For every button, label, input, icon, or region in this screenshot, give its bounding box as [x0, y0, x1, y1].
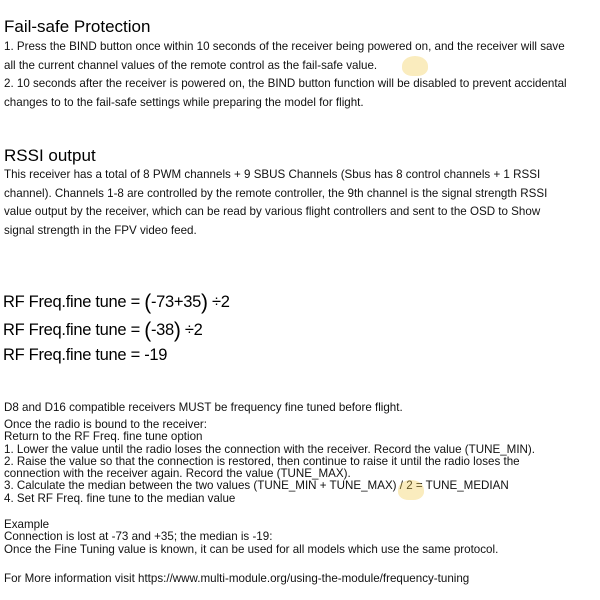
formula-paren-close: ): [173, 319, 181, 342]
failsafe-line: all the current channel values of the remote control as the fail-safe value.: [4, 58, 378, 72]
formula-label: RF Freq.fine tune: [3, 293, 127, 311]
formula-label: RF Freq.fine tune: [3, 321, 127, 339]
finetune-step: 2. Raise the value so that the connection is restored, then continue to raise it until the radio loses the: [4, 454, 520, 468]
rssi-title: RSSI output: [4, 146, 96, 165]
finetune-step: Once the radio is bound to the receiver:: [4, 418, 208, 431]
formula-operator: ÷: [211, 293, 221, 311]
formula-line-2: [3, 319, 203, 343]
formula-label: RF Freq.fine tune: [3, 346, 127, 364]
finetune-step: 1. Lower the value until the radio loses the connection with the receiver. Record the value (TUNE_MIN).: [4, 442, 536, 456]
rssi-line: channel). Channels 1-8 are controlled by the remote controller, the 9th channel is the signal strength RSSI: [4, 186, 548, 200]
finetune-step: 3. Calculate the median between the two values (TUNE_MIN + TUNE_MAX) / 2 = TUNE_MEDIAN: [4, 479, 509, 493]
formula-line-3: [3, 346, 167, 365]
more-info-text: For More information visit https://www.multi-module.org/using-the-module/frequency-tuning: [4, 572, 470, 585]
finetune-step: 4. Set RF Freq. fine tune to the median value: [4, 491, 236, 505]
formula-equals: =: [130, 321, 140, 339]
formula-operator: ÷: [184, 321, 194, 339]
formula-equals: =: [130, 346, 140, 364]
formula-expression: -73+35: [150, 293, 201, 311]
finetune-step: connection with the receiver again. Record the value (TUNE_MAX).: [4, 467, 351, 481]
rssi-line: value output by the receiver, which can be read by various flight controllers and sent to the OSD to Show: [4, 205, 541, 218]
finetune-intro: D8 and D16 compatible receivers MUST be frequency fine tuned before flight.: [4, 401, 403, 414]
example-line: Example: [4, 518, 50, 531]
formula-expression: -38: [150, 321, 174, 339]
formula-paren-close: ): [200, 291, 208, 314]
failsafe-line: changes to to the fail-safe settings while preparing the model for flight.: [4, 95, 364, 109]
finetune-steps: [4, 419, 598, 505]
finetune-step: Return to the RF Freq. fine tune option: [4, 430, 203, 444]
rssi-paragraph: [4, 166, 596, 240]
formula-divisor: 2: [220, 293, 230, 311]
formula-line-1: [3, 291, 230, 315]
watermark-logo-icon: [402, 56, 428, 76]
formula-paren-open: (: [144, 319, 151, 342]
formula-paren-open: (: [144, 291, 151, 314]
failsafe-paragraph: [4, 38, 596, 112]
formula-result: -19: [144, 346, 168, 364]
formula-equals: =: [130, 293, 140, 311]
rssi-line: This receiver has a total of 8 PWM channels + 9 SBUS Channels (Sbus has 8 control channels + 1 RSSI: [4, 168, 541, 181]
example-line: Once the Fine Tuning value is known, it can be used for all models which use the same protocol.: [4, 542, 499, 556]
finetune-example: [4, 519, 598, 556]
example-line: Connection is lost at -73 and +35; the median is -19:: [4, 530, 273, 544]
failsafe-title: Fail-safe Protection: [4, 17, 151, 36]
watermark-logo-icon: [398, 480, 424, 500]
failsafe-line: 1. Press the BIND button once within 10 seconds of the receiver being powered on, and the receiver will save: [4, 40, 565, 53]
rssi-line: signal strength in the FPV video feed.: [4, 223, 197, 237]
formula-divisor: 2: [193, 321, 203, 339]
failsafe-line: 2. 10 seconds after the receiver is powered on, the BIND button function will be disabled to prevent accidental: [4, 77, 567, 90]
